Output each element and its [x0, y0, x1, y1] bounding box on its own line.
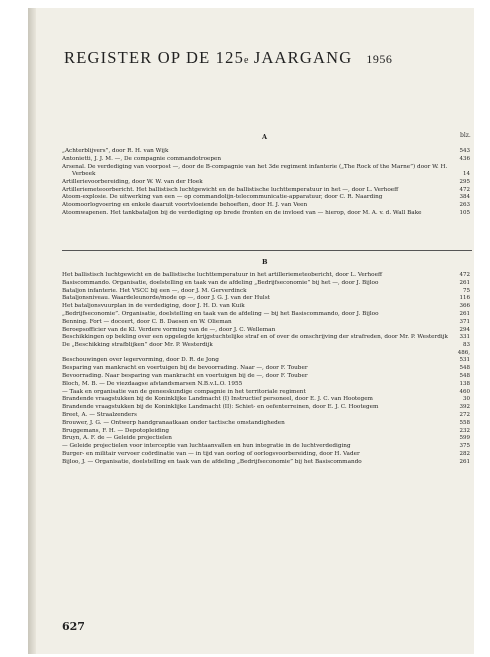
- index-entry-text: Het ballistisch luchtgewicht en de ballistische luchttemperatuur in het artilleriemeteobericht, door L. Verhoeff: [62, 272, 383, 278]
- index-entry-page: 366: [459, 303, 470, 310]
- index-entry: [62, 311, 470, 319]
- index-entry: [62, 435, 470, 443]
- index-entry-text: Het bataljonsvuurplan in de verdediging, door J. H. D. van Kuik: [62, 303, 245, 310]
- index-entry: [62, 156, 470, 164]
- index-entry: [62, 164, 470, 179]
- index-entry-page: 472: [459, 272, 470, 278]
- index-entry-page: 371: [459, 318, 470, 325]
- page-number: 627: [62, 620, 85, 633]
- index-entry-page: 261: [459, 310, 470, 317]
- index-entry-page: 261: [459, 279, 470, 286]
- index-entry-page: 294: [459, 326, 470, 333]
- index-entry-text: Beschouwingen over legervorming, door D. R. de Jong: [62, 357, 219, 364]
- index-entry: [62, 350, 470, 365]
- index-entry-text: — Taak en organisatie van de geneeskundige compagnie in het territoriale regiment: [62, 388, 306, 395]
- index-entry-page: 548: [459, 373, 470, 380]
- index-entry-text: Beroepsofficier van de Kl. Verdere vorming van de —, door J. C. Welleman: [62, 326, 276, 333]
- index-entry: [62, 272, 470, 280]
- index-entry-text: Atoom-explosie. De uitwerking van een — op commandolijn-telecommunicatie-apparatuur, door C. R. Naarding: [62, 194, 383, 201]
- page-binding-edge: [28, 8, 36, 654]
- index-entry-text: Artillerievoorbereiding, door W. W. van der Hoek: [62, 178, 203, 185]
- section-divider: [62, 250, 472, 251]
- index-entry-text: Brouwer, J. G. — Ontwerp handgranaatkaan onder tactische omstandigheden: [62, 419, 285, 426]
- title-main: REGISTER OP DE 125: [64, 48, 245, 67]
- index-entry: [62, 202, 470, 210]
- index-entry-text: Benning. Fort — doceert, door C. B. Daesen en W. Olieman: [62, 318, 232, 325]
- index-entry-page: 599: [459, 435, 470, 442]
- section-a-entries: [62, 148, 470, 218]
- index-entry-page: 486, 531: [457, 349, 470, 364]
- index-entry-text: Breet, A. — Straalzenders: [62, 412, 137, 419]
- index-entry-text: Bruggemans, F. H. — Depotopleiding: [62, 427, 170, 434]
- index-entry-text: Bijloo, J. — Organisatie, doelstelling en taak van de afdeling „Bedrijfseconomie” bij het Basiscommando: [62, 458, 362, 465]
- index-entry-page: 331: [459, 334, 470, 341]
- index-entry-text: Bevoorrading. Naar besparing van mankracht en voertuigen bij de —, door F. Touber: [62, 373, 308, 380]
- index-entry: [62, 451, 470, 459]
- index-entry: [62, 420, 470, 428]
- index-entry-page: 472: [459, 186, 470, 193]
- index-entry: [62, 280, 470, 288]
- index-entry-page: 75: [463, 287, 470, 294]
- index-entry-text: Bataljon infanterie. Het VSCC bij een —, door J. M. Gerverdinck: [62, 287, 247, 294]
- index-entry: [62, 295, 470, 303]
- index-entry-page: 30: [463, 396, 470, 403]
- index-entry-text: Besparing van mankracht en voertuigen bij de bevoorrading. Naar —, door F. Touber: [62, 365, 308, 372]
- index-entry-text: Basiscommando. Organisatie, doelstelling en taak van de afdeling „Bedrijfseconomie” bij het —, door J. Bijloo: [62, 279, 379, 286]
- index-entry: [62, 373, 470, 381]
- index-entry-text: De „Beschikking strafblijken” door Mr. P. Westerdijk: [62, 342, 213, 349]
- index-entry-text: Artilleriemeteoorbericht. Het ballistisch luchtgewicht en de ballistische luchttemperatuur in het —, door L. Verhoeff: [62, 186, 399, 193]
- index-entry: [62, 381, 470, 389]
- index-entry-text: Bataljonsniveau. Waardeleunorde/mode op —, door J. G. J. van der Hulst: [62, 295, 270, 302]
- index-entry-page: 272: [459, 412, 470, 419]
- index-entry-page: 232: [459, 427, 470, 434]
- index-entry: [62, 412, 470, 420]
- index-entry-page: 436: [459, 155, 470, 162]
- index-entry: [62, 319, 470, 327]
- title-superscript: e: [244, 55, 249, 66]
- index-entry-text: — Geleide projectielen voor interceptie van luchtaanvallen en hun integratie in de luchtverdediging: [62, 443, 351, 450]
- section-b-entries: [62, 272, 470, 467]
- title-year: 1956: [366, 52, 393, 66]
- index-entry-text: Bruyn, A. F. de — Geleide projectielen: [62, 435, 172, 442]
- index-entry-page: 384: [459, 194, 470, 201]
- index-entry-text: Atoomwapenen. Het tankbataljon bij de verdediging op brede fronten en de invloed van — hierop, door M. A. v. d. Wall Bake: [62, 210, 422, 217]
- index-entry-text: Atoomoorlogvoering en enkele daaruit voortvloeiende behoeften, door H. J. van Veen: [62, 202, 308, 209]
- page-column-label: blz.: [460, 132, 471, 139]
- index-entry: [62, 443, 470, 451]
- index-entry: [62, 459, 470, 467]
- index-entry-page: 295: [459, 178, 470, 185]
- index-entry-page: 83: [463, 342, 470, 349]
- index-entry: [62, 179, 470, 187]
- index-entry-page: 543: [459, 148, 470, 154]
- index-entry: [62, 342, 470, 350]
- index-entry-page: 460: [459, 388, 470, 395]
- page-title: [64, 48, 392, 68]
- index-entry: [62, 327, 470, 335]
- index-entry-page: 375: [459, 443, 470, 450]
- index-entry-page: 105: [459, 210, 470, 217]
- index-entry: [62, 396, 470, 404]
- index-entry-page: 116: [459, 295, 470, 302]
- index-entry-text: Beschikkingen op bekling over een opgelegde krijgstuchtelijke straf en of over de omschrijving der strafreden, door Mr. P. Westerdijk: [62, 334, 448, 341]
- index-entry-page: 14: [463, 171, 470, 178]
- index-entry: [62, 194, 470, 202]
- index-entry-page: 392: [459, 404, 470, 411]
- section-a-heading: A: [262, 133, 268, 141]
- index-entry-text: „Achterblijvers”, door R. H. van Wijk: [62, 148, 169, 154]
- title-rest: JAARGANG: [248, 48, 353, 67]
- section-b-heading: B: [262, 258, 268, 266]
- index-entry-text: Arsenal. De verdediging van voorpost —, door de B-compagnie van het 3de regiment infanterie („The Rock of the Marne”) door W. H. Verbeek: [62, 163, 448, 178]
- index-entry-page: 548: [459, 365, 470, 372]
- index-entry-text: Brandende vraagstukken bij de Koninklijke Landmacht (II): Schiet- en oefenterreinen, door E. J. C. Hootegem: [62, 404, 379, 411]
- index-entry-text: Brandende vraagstukken bij de Koninklijke Landmacht (I) Instructief personeel, door E. J. C. van Hootegem: [62, 396, 373, 403]
- index-entry: [62, 365, 470, 373]
- index-entry-text: Bloch, M. B. — De viezdaagse afstandsmarsen N.B.v.L.O. 1955: [62, 380, 243, 387]
- index-entry: [62, 334, 470, 342]
- index-entry-page: 263: [459, 202, 470, 209]
- index-entry-page: 282: [459, 451, 470, 458]
- index-entry: [62, 428, 470, 436]
- index-entry: [62, 210, 470, 218]
- index-entry-page: 138: [459, 380, 470, 387]
- index-entry: [62, 187, 470, 195]
- index-entry-text: Antonietti, J. J. M. —, De compagnie commandotroepen: [62, 155, 222, 162]
- index-entry-text: Burger- en militair vervoer coördinatie van — in tijd van oorlog of oorlogsvoorbereiding, door H. Vader: [62, 451, 360, 458]
- index-entry: [62, 288, 470, 296]
- index-entry-page: 558: [459, 419, 470, 426]
- document-page: [28, 8, 474, 654]
- index-entry: [62, 404, 470, 412]
- index-entry-page: 261: [459, 458, 470, 465]
- index-entry: [62, 303, 470, 311]
- index-entry-text: „Bedrijfseconomie”. Organisatie, doelstelling en taak van de afdeling — bij het Basiscommando, door J. Bijloo: [62, 310, 379, 317]
- index-entry: [62, 148, 470, 156]
